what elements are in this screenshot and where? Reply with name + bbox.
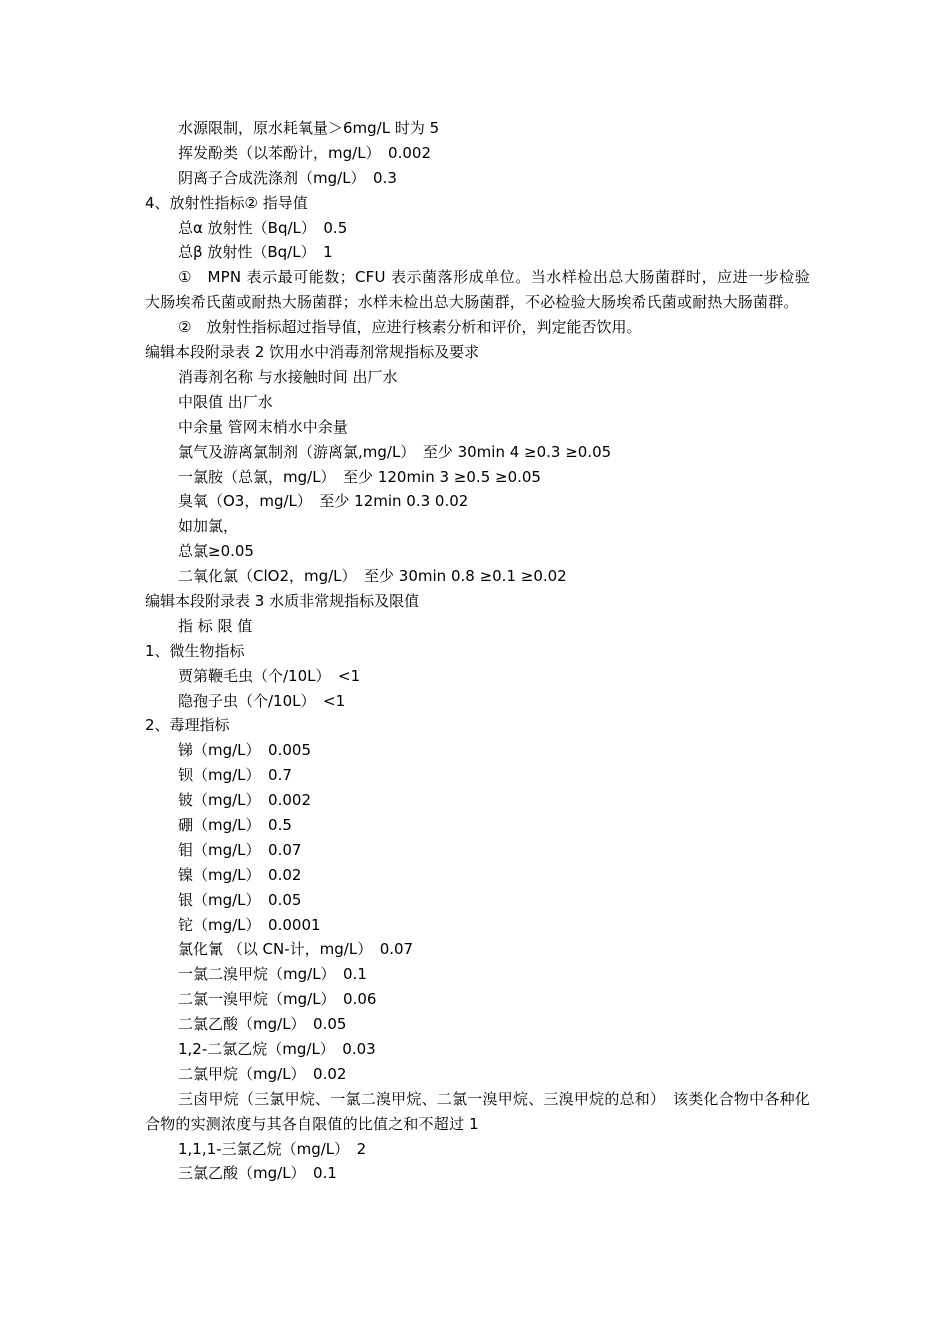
text-line: 贾第鞭毛虫（个/10L） <1 xyxy=(178,666,361,685)
paragraph: 三卤甲烷（三氯甲烷、一氯二溴甲烷、二氯一溴甲烷、三溴甲烷的总和） 该类化合物中各种化合物的实测浓度与其各自限值的比值之和不超过 1 xyxy=(145,1089,810,1133)
text-line: 二氧化氯（ClO2，mg/L） 至少 30min 0.8 ≥0.1 ≥0.02 xyxy=(178,567,567,586)
section-heading: 1、微生物指标 xyxy=(145,641,245,660)
text-line: 二氯一溴甲烷（mg/L） 0.06 xyxy=(178,990,377,1009)
text-line: 总β 放射性（Bq/L） 1 xyxy=(178,243,333,262)
text-line: 钼（mg/L） 0.07 xyxy=(178,840,302,859)
text-line: 氯化氰 （以 CN-计，mg/L） 0.07 xyxy=(178,940,414,959)
text-line: 消毒剂名称 与水接触时间 出厂水 xyxy=(178,367,398,386)
text-line: 1,1,1-三氯乙烷（mg/L） 2 xyxy=(178,1139,367,1158)
text-line: 硼（mg/L） 0.5 xyxy=(178,815,292,834)
text-line: 水源限制，原水耗氧量＞6mg/L 时为 5 xyxy=(178,119,440,137)
text-line: 指 标 限 值 xyxy=(178,616,253,635)
section-heading: 2、毒理指标 xyxy=(145,716,230,735)
text-line: 总α 放射性（Bq/L） 0.5 xyxy=(178,218,348,237)
text-line: 如加氯， xyxy=(178,517,239,536)
text-line: 1,2-二氯乙烷（mg/L） 0.03 xyxy=(178,1039,376,1058)
text-line: 挥发酚类（以苯酚计，mg/L） 0.002 xyxy=(178,143,431,162)
text-line: 隐孢子虫（个/10L） <1 xyxy=(178,691,346,710)
text-line: 二氯乙酸（mg/L） 0.05 xyxy=(178,1015,347,1034)
text-line: 铊（mg/L） 0.0001 xyxy=(178,915,321,934)
section-heading: 编辑本段附录表 3 水质非常规指标及限值 xyxy=(145,591,420,610)
text-line: 中余量 管网末梢水中余量 xyxy=(178,417,348,436)
text-line: 一氯胺（总氯，mg/L） 至少 120min 3 ≥0.5 ≥0.05 xyxy=(178,467,541,486)
text-line: 银（mg/L） 0.05 xyxy=(178,890,302,909)
text-line: 氯气及游离氯制剂（游离氯,mg/L） 至少 30min 4 ≥0.3 ≥0.05 xyxy=(178,442,612,461)
text-line: 一氯二溴甲烷（mg/L） 0.1 xyxy=(178,965,367,984)
text-line: 钡（mg/L） 0.7 xyxy=(178,766,292,785)
text-line: 锑（mg/L） 0.005 xyxy=(178,741,311,760)
text-line: 总氯≥0.05 xyxy=(178,542,254,561)
text-line: 镍（mg/L） 0.02 xyxy=(178,865,302,884)
text-line: 二氯甲烷（mg/L） 0.02 xyxy=(178,1064,347,1083)
section-heading: 4、放射性指标② 指导值 xyxy=(145,193,308,212)
paragraph: ① MPN 表示最可能数；CFU 表示菌落形成单位。当水样检出总大肠菌群时，应进一步检验大肠埃希氏菌或耐热大肠菌群；水样未检出总大肠菌群，不必检验大肠埃希氏菌或耐热大肠菌群。 xyxy=(145,268,810,312)
text-line: 三氯乙酸（mg/L） 0.1 xyxy=(178,1164,337,1183)
section-heading: 编辑本段附录表 2 饮用水中消毒剂常规指标及要求 xyxy=(145,343,480,362)
text-line: 阴离子合成洗涤剂（mg/L） 0.3 xyxy=(178,168,397,187)
text-line: ② 放射性指标超过指导值，应进行核素分析和评价，判定能否饮用。 xyxy=(178,318,642,337)
text-line: 臭氧（O3，mg/L） 至少 12min 0.3 0.02 xyxy=(178,492,469,511)
text-line: 中限值 出厂水 xyxy=(178,392,273,411)
text-line: 铍（mg/L） 0.002 xyxy=(178,791,311,810)
